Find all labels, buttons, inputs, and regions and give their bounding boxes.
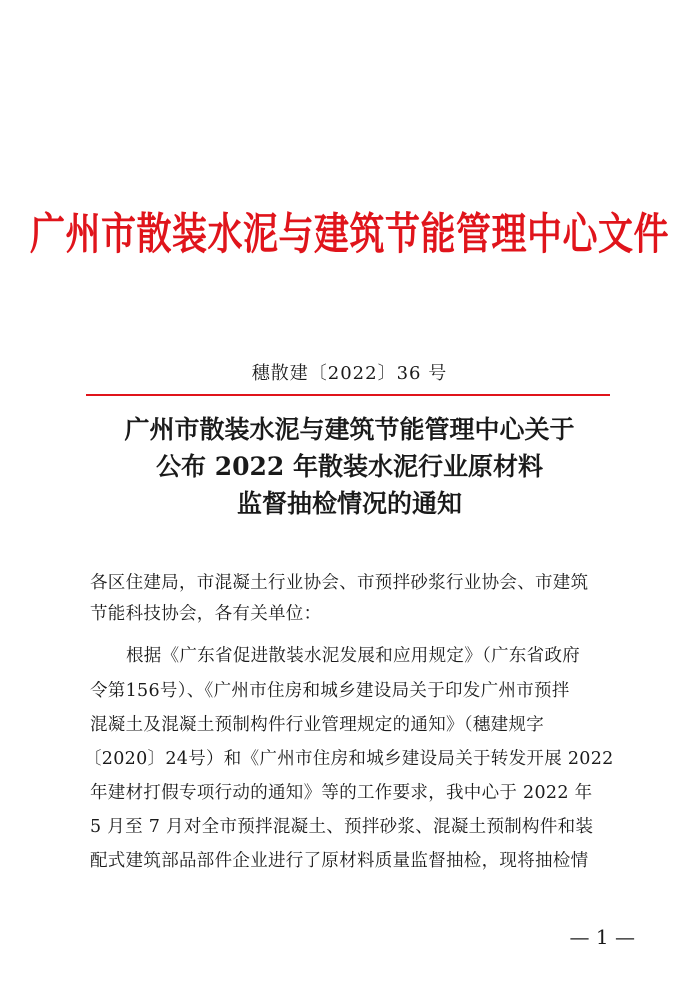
body-line: 令第156号）、《广州市住房和城乡建设局关于印发广州市预拌 [90,681,570,701]
body-line: 节能科技协会，各有关单位： [90,604,322,624]
notice-title-line: 监督抽检情况的通知 [236,489,462,518]
body-line: 配式建筑部品部件企业进行了原材料质量监督抽检，现将抽检情 [90,851,589,871]
body-line: 5 月至 7 月对全市预拌混凝土、预拌砂浆、混凝土预制构件和装 [90,817,594,837]
body-line: 混凝土及混凝土预制构件行业管理规定的通知》（穗建规字 [90,715,545,735]
document-number: 穗散建〔2022〕36 号 [251,363,448,384]
notice-title [40,411,659,522]
document-masthead: 广州市散装水泥与建筑节能管理中心文件 [29,210,669,260]
page-number: — 1 — [569,925,635,949]
body-line: 年建材打假专项行动的通知》等的工作要求，我中心于 2022 年 [90,783,593,803]
body-line: 各区住建局，市混凝土行业协会、市预拌砂浆行业协会、市建筑 [90,573,589,593]
body-line: 根据《广东省促进散装水泥发展和应用规定》（广东省政府 [126,646,581,666]
notice-title-line: 公布 2022 年散装水泥行业原材料 [156,452,543,481]
notice-title-line: 广州市散装水泥与建筑节能管理中心关于 [124,415,575,444]
body-line: 〔2020〕24号）和《广州市住房和城乡建设局关于转发开展 2022 [84,749,614,769]
red-separator-line [86,394,610,396]
